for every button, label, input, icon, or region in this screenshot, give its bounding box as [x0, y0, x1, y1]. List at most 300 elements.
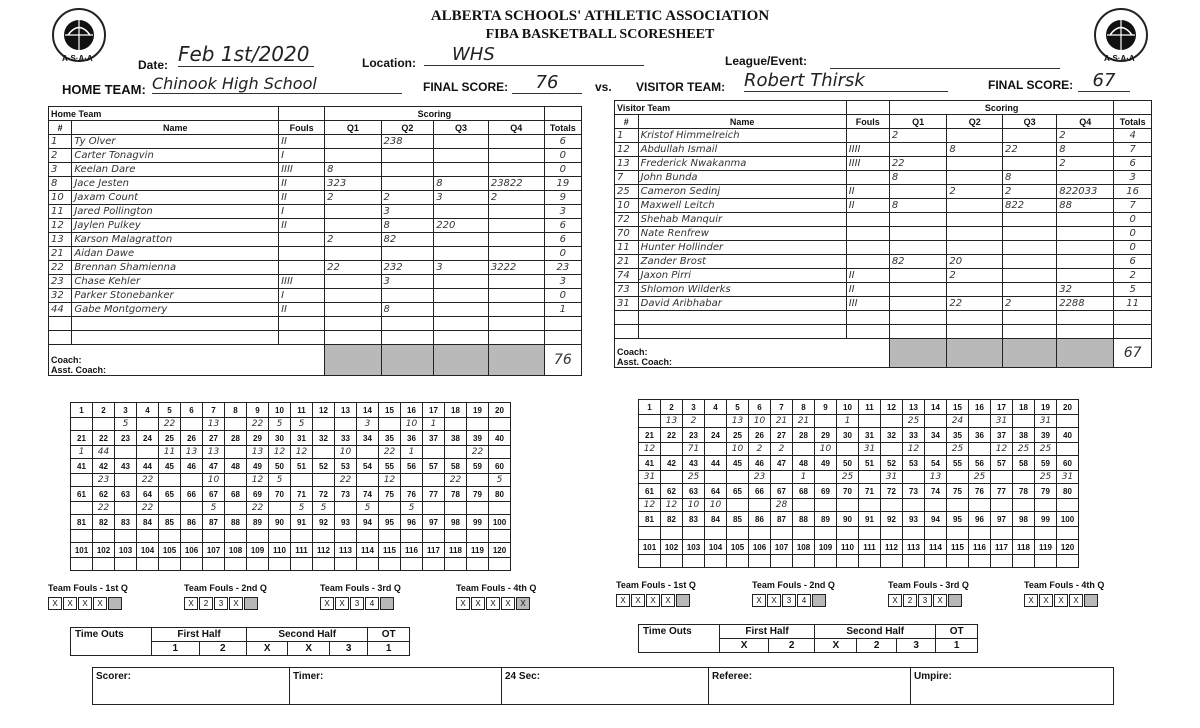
running-mark-cell[interactable] — [1035, 527, 1057, 540]
player-q1-cell[interactable] — [325, 289, 381, 303]
player-fouls-cell[interactable]: II — [846, 199, 889, 213]
player-name-cell[interactable] — [72, 331, 279, 345]
running-mark-cell[interactable]: 10 — [203, 474, 225, 487]
running-mark-cell[interactable]: 10 — [749, 415, 771, 428]
running-mark-cell[interactable]: 25 — [837, 471, 859, 484]
running-mark-cell[interactable] — [749, 555, 771, 568]
running-mark-cell[interactable] — [379, 502, 401, 515]
running-mark-cell[interactable] — [115, 446, 137, 459]
player-q4-cell[interactable] — [488, 275, 544, 289]
running-mark-cell[interactable] — [137, 530, 159, 543]
running-mark-cell[interactable] — [727, 527, 749, 540]
running-mark-cell[interactable] — [1013, 527, 1035, 540]
player-q1-cell[interactable]: 8 — [889, 199, 947, 213]
running-mark-cell[interactable] — [903, 471, 925, 484]
player-q3-cell[interactable]: 2 — [1003, 185, 1057, 199]
player-q2-cell[interactable] — [381, 149, 434, 163]
player-q1-cell[interactable] — [889, 241, 947, 255]
team-foul-box[interactable]: X — [752, 594, 766, 607]
player-fouls-cell[interactable]: I — [279, 205, 325, 219]
player-q3-cell[interactable] — [434, 247, 489, 261]
running-mark-cell[interactable] — [203, 530, 225, 543]
running-mark-cell[interactable]: 1 — [71, 446, 93, 459]
team-foul-box[interactable] — [108, 597, 122, 610]
player-q4-cell[interactable] — [488, 247, 544, 261]
home-to-second-3[interactable]: 3 — [329, 642, 368, 656]
player-num-cell[interactable]: 22 — [49, 261, 72, 275]
running-mark-cell[interactable]: 10 — [705, 499, 727, 512]
running-mark-cell[interactable] — [467, 502, 489, 515]
player-q3-cell[interactable] — [1003, 227, 1057, 241]
running-mark-cell[interactable] — [181, 530, 203, 543]
player-q3-cell[interactable] — [434, 233, 489, 247]
player-q1-cell[interactable] — [889, 227, 947, 241]
player-fouls-cell[interactable] — [279, 247, 325, 261]
player-q3-cell[interactable] — [434, 135, 489, 149]
running-mark-cell[interactable] — [749, 527, 771, 540]
running-mark-cell[interactable] — [705, 555, 727, 568]
player-q1-cell[interactable] — [325, 317, 381, 331]
running-mark-cell[interactable] — [335, 530, 357, 543]
running-mark-cell[interactable] — [903, 555, 925, 568]
running-mark-cell[interactable]: 2 — [683, 415, 705, 428]
player-name-cell[interactable]: Jaxon Pirri — [638, 269, 846, 283]
player-total-cell[interactable]: 0 — [544, 289, 581, 303]
running-mark-cell[interactable] — [357, 558, 379, 571]
player-q4-cell[interactable]: 32 — [1057, 283, 1114, 297]
player-q1-cell[interactable] — [889, 325, 947, 339]
player-q4-cell[interactable]: 3222 — [488, 261, 544, 275]
player-num-cell[interactable]: 21 — [49, 247, 72, 261]
player-total-cell[interactable]: 19 — [544, 177, 581, 191]
player-fouls-cell[interactable]: I — [279, 149, 325, 163]
running-mark-cell[interactable] — [1057, 415, 1079, 428]
running-mark-cell[interactable]: 25 — [969, 471, 991, 484]
team-foul-box[interactable]: 3 — [350, 597, 364, 610]
running-mark-cell[interactable]: 25 — [947, 443, 969, 456]
team-foul-box[interactable]: X — [616, 594, 630, 607]
team-foul-box[interactable] — [812, 594, 826, 607]
running-mark-cell[interactable] — [137, 418, 159, 431]
umpire-field[interactable]: Umpire: — [911, 668, 1114, 705]
team-foul-box[interactable]: X — [1024, 594, 1038, 607]
running-mark-cell[interactable] — [71, 530, 93, 543]
running-mark-cell[interactable] — [991, 471, 1013, 484]
player-fouls-cell[interactable] — [279, 317, 325, 331]
running-mark-cell[interactable] — [1035, 499, 1057, 512]
player-fouls-cell[interactable] — [846, 129, 889, 143]
team-foul-box[interactable] — [244, 597, 258, 610]
running-mark-cell[interactable] — [357, 530, 379, 543]
team-foul-box[interactable]: X — [631, 594, 645, 607]
running-mark-cell[interactable]: 13 — [727, 415, 749, 428]
running-mark-cell[interactable] — [225, 446, 247, 459]
running-mark-cell[interactable]: 5 — [115, 418, 137, 431]
running-mark-cell[interactable] — [225, 502, 247, 515]
running-mark-cell[interactable]: 22 — [335, 474, 357, 487]
running-mark-cell[interactable] — [661, 555, 683, 568]
player-q3-cell[interactable]: 3 — [434, 191, 489, 205]
running-mark-cell[interactable]: 23 — [749, 471, 771, 484]
player-q2-cell[interactable] — [947, 325, 1003, 339]
player-q4-cell[interactable]: 8 — [1057, 143, 1114, 157]
running-mark-cell[interactable]: 44 — [93, 446, 115, 459]
running-mark-cell[interactable] — [247, 558, 269, 571]
player-fouls-cell[interactable]: II — [279, 219, 325, 233]
team-foul-box[interactable]: X — [93, 597, 107, 610]
player-fouls-cell[interactable] — [279, 331, 325, 345]
running-mark-cell[interactable] — [815, 527, 837, 540]
player-q2-cell[interactable] — [381, 177, 434, 191]
player-q1-cell[interactable]: 8 — [889, 171, 947, 185]
player-name-cell[interactable]: Karson Malagratton — [72, 233, 279, 247]
player-q3-cell[interactable] — [434, 149, 489, 163]
team-foul-box[interactable]: X — [184, 597, 198, 610]
running-mark-cell[interactable] — [71, 558, 93, 571]
running-mark-cell[interactable]: 5 — [291, 418, 313, 431]
team-foul-box[interactable] — [948, 594, 962, 607]
team-foul-box[interactable]: 3 — [214, 597, 228, 610]
running-mark-cell[interactable] — [93, 558, 115, 571]
home-grand-total[interactable]: 76 — [544, 345, 581, 376]
running-mark-cell[interactable] — [489, 530, 511, 543]
running-mark-cell[interactable] — [313, 558, 335, 571]
visitor-to-ot-1[interactable]: 1 — [936, 639, 978, 653]
player-q4-cell[interactable] — [488, 163, 544, 177]
running-mark-cell[interactable] — [969, 415, 991, 428]
team-foul-box[interactable]: X — [486, 597, 500, 610]
player-q1-cell[interactable] — [889, 269, 947, 283]
player-name-cell[interactable] — [72, 317, 279, 331]
running-mark-cell[interactable] — [881, 415, 903, 428]
running-mark-cell[interactable] — [335, 558, 357, 571]
team-foul-box[interactable]: X — [888, 594, 902, 607]
player-total-cell[interactable]: 6 — [544, 135, 581, 149]
running-mark-cell[interactable] — [661, 471, 683, 484]
running-mark-cell[interactable]: 12 — [639, 443, 661, 456]
player-total-cell[interactable]: 6 — [1114, 157, 1152, 171]
running-mark-cell[interactable]: 31 — [1057, 471, 1079, 484]
running-mark-cell[interactable] — [947, 471, 969, 484]
running-mark-cell[interactable] — [71, 502, 93, 515]
running-mark-cell[interactable] — [313, 474, 335, 487]
running-mark-cell[interactable]: 5 — [401, 502, 423, 515]
team-foul-box[interactable]: 4 — [365, 597, 379, 610]
running-mark-cell[interactable] — [445, 418, 467, 431]
running-mark-cell[interactable]: 10 — [727, 443, 749, 456]
running-mark-cell[interactable] — [815, 415, 837, 428]
running-mark-cell[interactable] — [683, 555, 705, 568]
team-foul-box[interactable]: X — [501, 597, 515, 610]
player-q4-cell[interactable]: 2 — [488, 191, 544, 205]
running-mark-cell[interactable]: 12 — [661, 499, 683, 512]
running-mark-cell[interactable] — [181, 418, 203, 431]
player-q4-cell[interactable]: 88 — [1057, 199, 1114, 213]
player-q1-cell[interactable]: 2 — [889, 129, 947, 143]
running-mark-cell[interactable] — [1035, 555, 1057, 568]
player-name-cell[interactable]: Kristof Himmelreich — [638, 129, 846, 143]
running-mark-cell[interactable]: 22 — [247, 502, 269, 515]
running-mark-cell[interactable]: 31 — [991, 415, 1013, 428]
team-foul-box[interactable]: X — [471, 597, 485, 610]
player-q2-cell[interactable]: 8 — [381, 219, 434, 233]
player-name-cell[interactable]: Keelan Dare — [72, 163, 279, 177]
running-mark-cell[interactable]: 12 — [269, 446, 291, 459]
referee-field[interactable]: Referee: — [709, 668, 911, 705]
running-mark-cell[interactable] — [423, 446, 445, 459]
running-mark-cell[interactable] — [489, 446, 511, 459]
running-mark-cell[interactable] — [859, 527, 881, 540]
player-fouls-cell[interactable]: II — [279, 191, 325, 205]
running-mark-cell[interactable]: 13 — [203, 418, 225, 431]
running-mark-cell[interactable] — [749, 499, 771, 512]
team-foul-box[interactable]: X — [335, 597, 349, 610]
running-mark-cell[interactable] — [1013, 415, 1035, 428]
running-mark-cell[interactable] — [705, 415, 727, 428]
player-num-cell[interactable]: 25 — [615, 185, 639, 199]
running-mark-cell[interactable]: 12 — [379, 474, 401, 487]
player-num-cell[interactable]: 10 — [49, 191, 72, 205]
player-q1-cell[interactable]: 22 — [889, 157, 947, 171]
running-mark-cell[interactable] — [445, 502, 467, 515]
running-mark-cell[interactable] — [925, 415, 947, 428]
player-total-cell[interactable] — [1114, 325, 1152, 339]
running-mark-cell[interactable]: 5 — [489, 474, 511, 487]
running-mark-cell[interactable] — [661, 527, 683, 540]
location-field[interactable]: WHS — [424, 44, 644, 66]
player-q3-cell[interactable] — [434, 317, 489, 331]
player-q1-cell[interactable]: 2 — [325, 191, 381, 205]
running-mark-cell[interactable]: 25 — [1035, 443, 1057, 456]
home-final-score[interactable]: 76 — [512, 72, 582, 94]
running-mark-cell[interactable]: 22 — [93, 502, 115, 515]
timer-field[interactable]: Timer: — [290, 668, 502, 705]
player-q1-cell[interactable] — [325, 303, 381, 317]
running-mark-cell[interactable] — [445, 558, 467, 571]
player-q3-cell[interactable]: 8 — [1003, 171, 1057, 185]
running-mark-cell[interactable]: 23 — [93, 474, 115, 487]
running-mark-cell[interactable] — [859, 555, 881, 568]
running-mark-cell[interactable] — [969, 527, 991, 540]
running-mark-cell[interactable] — [771, 527, 793, 540]
running-mark-cell[interactable] — [423, 502, 445, 515]
running-mark-cell[interactable] — [357, 474, 379, 487]
player-q3-cell[interactable] — [1003, 325, 1057, 339]
running-mark-cell[interactable] — [137, 558, 159, 571]
player-name-cell[interactable]: Brennan Shamienna — [72, 261, 279, 275]
player-q3-cell[interactable]: 2 — [1003, 297, 1057, 311]
running-mark-cell[interactable]: 12 — [903, 443, 925, 456]
player-total-cell[interactable]: 16 — [1114, 185, 1152, 199]
running-mark-cell[interactable] — [1057, 555, 1079, 568]
player-q2-cell[interactable] — [947, 227, 1003, 241]
player-q2-cell[interactable] — [381, 163, 434, 177]
player-q1-cell[interactable] — [889, 283, 947, 297]
team-foul-box[interactable]: X — [229, 597, 243, 610]
running-mark-cell[interactable] — [881, 443, 903, 456]
running-mark-cell[interactable] — [467, 474, 489, 487]
player-total-cell[interactable]: 5 — [1114, 283, 1152, 297]
running-mark-cell[interactable] — [423, 558, 445, 571]
running-mark-cell[interactable] — [859, 499, 881, 512]
player-q3-cell[interactable]: 3 — [434, 261, 489, 275]
running-mark-cell[interactable]: 25 — [903, 415, 925, 428]
running-mark-cell[interactable] — [793, 499, 815, 512]
player-q2-cell[interactable]: 232 — [381, 261, 434, 275]
player-num-cell[interactable]: 23 — [49, 275, 72, 289]
running-mark-cell[interactable] — [1013, 555, 1035, 568]
player-q4-cell[interactable]: 2 — [1057, 129, 1114, 143]
player-num-cell[interactable]: 32 — [49, 289, 72, 303]
player-num-cell[interactable]: 1 — [49, 135, 72, 149]
player-q2-cell[interactable] — [947, 199, 1003, 213]
player-q4-cell[interactable]: 23822 — [488, 177, 544, 191]
player-name-cell[interactable]: Gabe Montgomery — [72, 303, 279, 317]
player-q2-cell[interactable] — [947, 171, 1003, 185]
running-mark-cell[interactable]: 12 — [247, 474, 269, 487]
scorer-field[interactable]: Scorer: — [93, 668, 290, 705]
player-total-cell[interactable]: 0 — [544, 149, 581, 163]
team-foul-box[interactable]: 4 — [797, 594, 811, 607]
player-q3-cell[interactable] — [1003, 269, 1057, 283]
running-mark-cell[interactable] — [639, 415, 661, 428]
team-foul-box[interactable]: X — [1054, 594, 1068, 607]
player-q4-cell[interactable] — [1057, 325, 1114, 339]
player-q4-cell[interactable] — [1057, 227, 1114, 241]
player-fouls-cell[interactable] — [846, 255, 889, 269]
player-name-cell[interactable]: Carter Tonagvin — [72, 149, 279, 163]
running-mark-cell[interactable]: 10 — [401, 418, 423, 431]
running-mark-cell[interactable] — [815, 471, 837, 484]
player-q1-cell[interactable] — [325, 205, 381, 219]
player-name-cell[interactable]: Chase Kehler — [72, 275, 279, 289]
league-field[interactable] — [830, 54, 1060, 69]
player-total-cell[interactable]: 4 — [1114, 129, 1152, 143]
running-mark-cell[interactable]: 11 — [159, 446, 181, 459]
player-q1-cell[interactable] — [889, 311, 947, 325]
player-q2-cell[interactable] — [381, 331, 434, 345]
running-mark-cell[interactable] — [445, 530, 467, 543]
team-foul-box[interactable]: 3 — [918, 594, 932, 607]
running-mark-cell[interactable] — [925, 443, 947, 456]
player-q4-cell[interactable] — [1057, 269, 1114, 283]
running-mark-cell[interactable]: 31 — [1035, 415, 1057, 428]
running-mark-cell[interactable] — [639, 555, 661, 568]
player-fouls-cell[interactable] — [846, 241, 889, 255]
player-name-cell[interactable]: Shehab Manquir — [638, 213, 846, 227]
running-mark-cell[interactable]: 13 — [181, 446, 203, 459]
team-foul-box[interactable] — [676, 594, 690, 607]
running-mark-cell[interactable] — [225, 558, 247, 571]
player-q4-cell[interactable]: 2 — [1057, 157, 1114, 171]
player-fouls-cell[interactable] — [846, 213, 889, 227]
player-num-cell[interactable]: 7 — [615, 171, 639, 185]
visitor-to-second-1[interactable]: X — [815, 639, 857, 653]
running-mark-cell[interactable] — [445, 446, 467, 459]
running-mark-cell[interactable] — [137, 446, 159, 459]
home-to-first-2[interactable]: 2 — [199, 642, 247, 656]
team-foul-box[interactable]: X — [1039, 594, 1053, 607]
player-q2-cell[interactable]: 2 — [381, 191, 434, 205]
player-total-cell[interactable] — [544, 317, 581, 331]
team-foul-box[interactable]: X — [1069, 594, 1083, 607]
running-mark-cell[interactable] — [1057, 443, 1079, 456]
player-total-cell[interactable]: 11 — [1114, 297, 1152, 311]
player-total-cell[interactable]: 0 — [1114, 213, 1152, 227]
running-mark-cell[interactable] — [489, 558, 511, 571]
running-mark-cell[interactable]: 1 — [401, 446, 423, 459]
player-name-cell[interactable] — [638, 325, 846, 339]
player-q2-cell[interactable]: 8 — [947, 143, 1003, 157]
player-q3-cell[interactable]: 22 — [1003, 143, 1057, 157]
player-total-cell[interactable]: 0 — [1114, 227, 1152, 241]
team-foul-box[interactable]: X — [516, 597, 530, 610]
player-total-cell[interactable]: 3 — [1114, 171, 1152, 185]
running-mark-cell[interactable]: 1 — [423, 418, 445, 431]
running-mark-cell[interactable] — [159, 474, 181, 487]
player-fouls-cell[interactable] — [846, 227, 889, 241]
player-q2-cell[interactable]: 2 — [947, 185, 1003, 199]
running-mark-cell[interactable] — [159, 558, 181, 571]
player-q2-cell[interactable] — [947, 157, 1003, 171]
player-total-cell[interactable]: 0 — [544, 163, 581, 177]
running-mark-cell[interactable] — [969, 555, 991, 568]
player-name-cell[interactable]: Jaxam Count — [72, 191, 279, 205]
player-fouls-cell[interactable]: III — [846, 297, 889, 311]
running-mark-cell[interactable]: 10 — [683, 499, 705, 512]
player-q1-cell[interactable] — [889, 143, 947, 157]
player-q1-cell[interactable] — [325, 219, 381, 233]
player-name-cell[interactable]: Jace Jesten — [72, 177, 279, 191]
running-mark-cell[interactable] — [705, 471, 727, 484]
player-q4-cell[interactable] — [1057, 213, 1114, 227]
running-mark-cell[interactable] — [991, 527, 1013, 540]
team-foul-box[interactable]: X — [78, 597, 92, 610]
player-q2-cell[interactable]: 3 — [381, 275, 434, 289]
player-q2-cell[interactable] — [381, 247, 434, 261]
running-mark-cell[interactable] — [881, 499, 903, 512]
team-foul-box[interactable]: X — [456, 597, 470, 610]
running-mark-cell[interactable] — [793, 555, 815, 568]
running-mark-cell[interactable] — [401, 474, 423, 487]
player-name-cell[interactable]: Cameron Sedinj — [638, 185, 846, 199]
player-fouls-cell[interactable]: IIII — [279, 163, 325, 177]
visitor-to-first-1[interactable]: X — [720, 639, 769, 653]
running-mark-cell[interactable]: 25 — [1035, 471, 1057, 484]
running-mark-cell[interactable] — [925, 555, 947, 568]
player-total-cell[interactable]: 23 — [544, 261, 581, 275]
running-mark-cell[interactable]: 3 — [357, 418, 379, 431]
player-q1-cell[interactable] — [325, 149, 381, 163]
player-fouls-cell[interactable]: II — [846, 269, 889, 283]
running-mark-cell[interactable] — [313, 446, 335, 459]
running-mark-cell[interactable]: 22 — [137, 474, 159, 487]
player-num-cell[interactable]: 10 — [615, 199, 639, 213]
player-total-cell[interactable]: 6 — [544, 219, 581, 233]
player-q4-cell[interactable] — [488, 289, 544, 303]
running-mark-cell[interactable] — [357, 446, 379, 459]
player-q3-cell[interactable]: 220 — [434, 219, 489, 233]
running-mark-cell[interactable] — [837, 443, 859, 456]
player-q1-cell[interactable] — [325, 247, 381, 261]
running-mark-cell[interactable] — [115, 474, 137, 487]
player-fouls-cell[interactable]: II — [846, 185, 889, 199]
player-num-cell[interactable]: 73 — [615, 283, 639, 297]
player-q1-cell[interactable] — [889, 297, 947, 311]
running-mark-cell[interactable] — [225, 474, 247, 487]
player-q3-cell[interactable] — [1003, 241, 1057, 255]
player-q4-cell[interactable] — [488, 219, 544, 233]
